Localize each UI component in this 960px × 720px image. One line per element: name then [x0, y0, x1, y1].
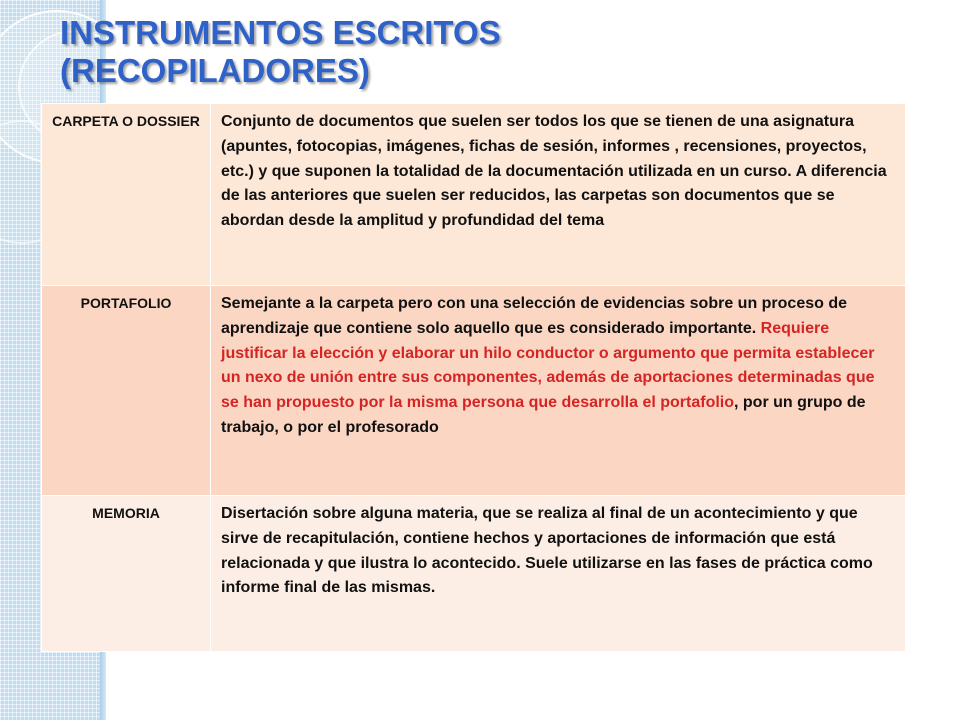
description-text: Conjunto de documentos que suelen ser todos los que se tienen de una asignatura (apuntes, fotocopias, imágenes, fichas de sesión, informes , recensiones, proyectos, etc.) y que suponen la totalidad de la documentación utilizada en un curso. A diferencia de las anteriores que suelen ser reducidos, las carpetas son documentos que se abordan desde la amplitud y profundidad del tema	[221, 113, 887, 230]
description-cell	[211, 496, 906, 652]
term-cell	[42, 286, 211, 496]
description-text-end: , por un grupo de trabajo, o por el profesorado	[221, 394, 866, 436]
page-title	[60, 14, 501, 90]
title-line-2: (RECOPILADORES)	[60, 52, 370, 89]
table-row	[42, 104, 906, 286]
table-row	[42, 286, 906, 496]
table-row	[42, 496, 906, 652]
description-cell	[211, 286, 906, 496]
term-label: PORTAFOLIO	[80, 295, 172, 311]
description-cell	[211, 104, 906, 286]
description-highlight: Requiere justificar la elección y elaborar un hilo conductor o argumento que permita establecer un nexo de unión entre sus componentes, además de aportaciones determinadas que se han propuesto por la misma persona que desarrolla el portafolio	[221, 319, 875, 412]
term-cell	[42, 104, 211, 286]
description-text: Disertación sobre alguna materia, que se realiza al final de un acontecimiento y que sirve de recapitulación, contiene hechos y aportaciones de información que está relacionada y que ilustra lo acontecido. Suele utilizarse en las fases de práctica como informe final de las mismas.	[221, 505, 873, 597]
term-cell	[42, 496, 211, 652]
instruments-table	[41, 103, 906, 652]
description-text: Semejante a la carpeta pero con una selección de evidencias sobre un proceso de aprendizaje que contiene solo aquello que es considerado importante.	[221, 295, 848, 337]
title-line-1: INSTRUMENTOS ESCRITOS	[60, 14, 501, 51]
term-label: CARPETA O DOSSIER	[52, 113, 200, 129]
term-label: MEMORIA	[92, 505, 160, 521]
